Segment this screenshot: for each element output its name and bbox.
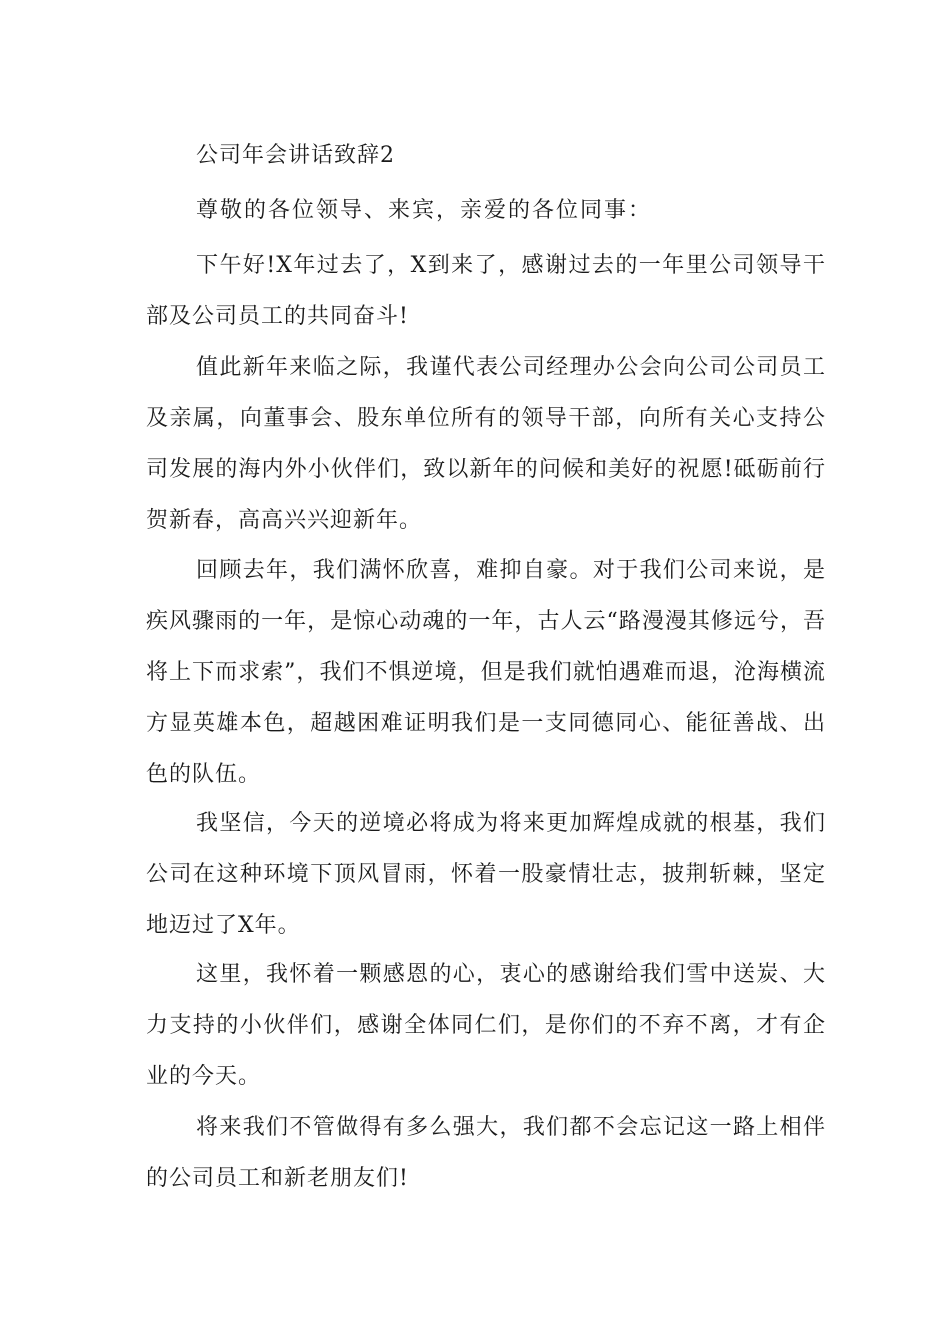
salutation: 尊敬的各位领导、来宾，亲爱的各位同事： [196,198,653,223]
paragraph-greeting: 下午好!X年过去了，X到来了，感谢过去的一年里公司领导干部及公司员工的共同奋斗! [146,253,826,329]
paragraph-belief: 我坚信，今天的逆境必将成为将来更加辉煌成就的根基，我们公司在这种环境下顶风冒雨，怀着一股豪情壮志，披荆斩棘，坚定地迈过了X年。 [146,811,826,938]
paragraph-closing: 将来我们不管做得有多么强大，我们都不会忘记这一路上相伴的公司员工和新老朋友们! [146,1115,826,1191]
paragraph-review: 回顾去年，我们满怀欣喜，难抑自豪。对于我们公司来说，是疾风骤雨的一年，是惊心动魂的一年，古人云“路漫漫其修远兮，吾将上下而求索”，我们不惧逆境，但是我们就怕遇难而退，沧海横流方显英雄本色，超越困难证明我们是一支同德同心、能征善战、出色的队伍。 [146,558,826,787]
paragraph-new-year-wishes: 值此新年来临之际，我谨代表公司经理办公会向公司公司员工及亲属，向董事会、股东单位所有的领导干部，向所有关心支持公司发展的海内外小伙伴们，致以新年的问候和美好的祝愿!砥砺前行贺新春，高高兴兴迎新年。 [146,355,826,533]
document-title: 公司年会讲话致辞2 [196,143,395,168]
paragraph-gratitude: 这里，我怀着一颗感恩的心，衷心的感谢给我们雪中送炭、大力支持的小伙伴们，感谢全体同仁们，是你们的不弃不离，才有企业的今天。 [146,962,826,1089]
